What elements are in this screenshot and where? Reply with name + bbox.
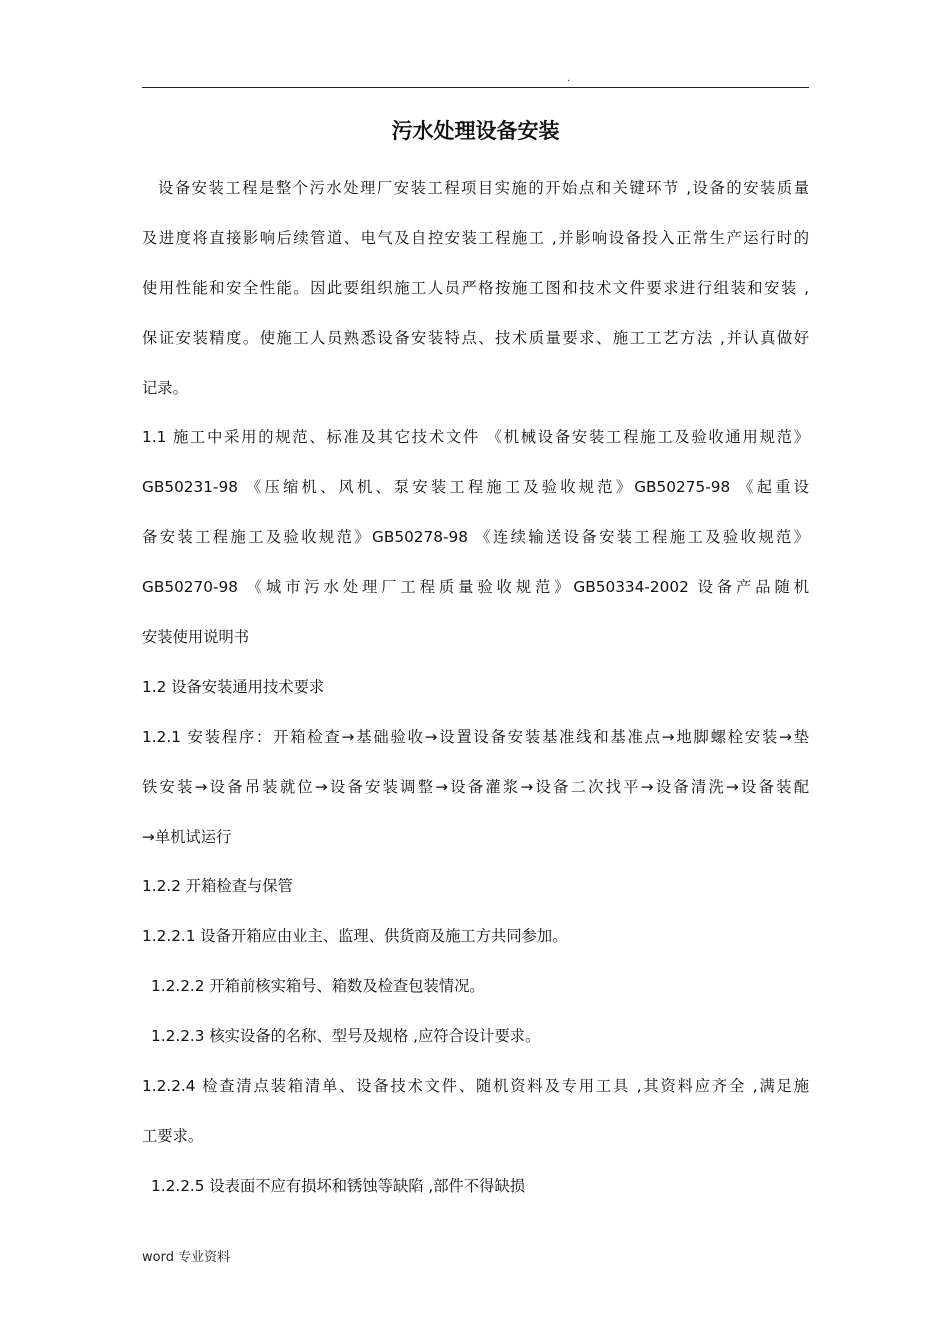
paragraph-line: 记录。 [142, 378, 188, 397]
paragraph-line: 保证安装精度。使施工人员熟悉设备安装特点、技术质量要求、施工工艺方法 ,并认真做好 [142, 328, 809, 347]
paragraph-line: 1.1 施工中采用的规范、标准及其它技术文件 《机械设备安装工程施工及验收通用规范》 [142, 428, 809, 447]
paragraph-line: 安装使用说明书 [142, 628, 250, 647]
document-body [142, 173, 809, 1221]
section-heading: 1.2 设备安装通用技术要求 [142, 677, 325, 696]
paragraph-line: 1.2.1 安装程序：开箱检查→基础验收→设置设备安装基准线和基准点→地脚螺栓安装→垫 [142, 727, 809, 746]
paragraph-line: 设备安装工程是整个污水处理厂安装工程项目实施的开始点和关键环节 ,设备的安装质量 [158, 179, 809, 197]
header-rule [142, 87, 809, 88]
list-item: 1.2.2.5 设表面不应有损坏和锈蚀等缺陷 ,部件不得缺损 [151, 1176, 526, 1195]
paragraph-line: GB50231-98 《压缩机、风机、泵安装工程施工及验收规范》GB50275-98 《起重设 [142, 478, 809, 497]
page-footer: word 专业资料 [142, 1250, 231, 1265]
page-title: 污水处理设备安装 [391, 119, 560, 143]
paragraph-line: GB50270-98 《城市污水处理厂工程质量验收规范》GB50334-2002 设备产品随机 [142, 578, 809, 597]
list-item: 工要求。 [142, 1126, 204, 1145]
paragraph-line: 及进度将直接影响后续管道、电气及自控安装工程施工 ,并影响设备投入正常生产运行时的 [142, 228, 809, 247]
paragraph-line: 铁安装→设备吊装就位→设备安装调整→设备灌浆→设备二次找平→设备清洗→设备装配 [142, 777, 809, 796]
paragraph-line: →单机试运行 [142, 827, 232, 846]
list-item: 1.2.2.4 检查清点装箱清单、设备技术文件、随机资料及专用工具 ,其资料应齐全 ,满足施 [142, 1077, 809, 1096]
paragraph-line: 备安装工程施工及验收规范》GB50278-98 《连续输送设备安装工程施工及验收规范》 [142, 528, 809, 547]
paragraph-line: 使用性能和安全性能。因此要组织施工人员严格按施工图和技术文件要求进行组装和安装 , [142, 278, 809, 297]
list-item: 1.2.2.2 开箱前核实箱号、箱数及检查包装情况。 [151, 977, 485, 996]
header-mark: . [567, 73, 571, 84]
list-item: 1.2.2.1 设备开箱应由业主、监理、供货商及施工方共同参加。 [142, 927, 568, 946]
section-heading: 1.2.2 开箱检查与保管 [142, 877, 293, 896]
list-item: 1.2.2.3 核实设备的名称、型号及规格 ,应符合设计要求。 [151, 1027, 541, 1046]
